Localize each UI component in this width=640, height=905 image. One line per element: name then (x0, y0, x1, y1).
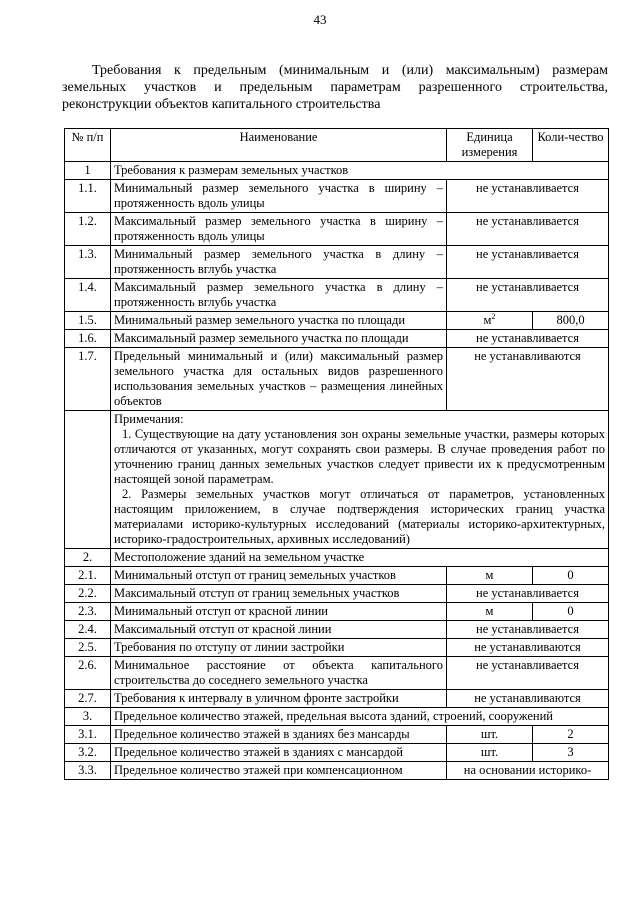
header-unit: Единица измерения (447, 129, 533, 162)
table-row (65, 726, 609, 744)
header-qty: Коли-чество (533, 129, 609, 162)
unit-text: м (485, 568, 494, 582)
unit-text: м (483, 313, 492, 327)
section-title: Местоположение зданий на земельном участке (111, 549, 609, 567)
header-num: № п/п (65, 129, 111, 162)
table-row (65, 180, 609, 213)
row-name: Требования по отступу от линии застройки (111, 639, 447, 657)
section-title: Требования к размерам земельных участков (111, 162, 609, 180)
row-value: не устанавливается (447, 279, 609, 312)
row-value: не устанавливается (447, 246, 609, 279)
notes-item: 2. Размеры земельных участков могут отличаться от параметров, установленных настоящим приложением, в случае подтверждения исторических границ участка материалами историко-культурных исследований (материалы историко-архитектурных, историко-градостроительных, архивных исследований) (114, 487, 605, 546)
row-number: 2.2. (65, 585, 111, 603)
row-value: не устанавливается (447, 585, 609, 603)
notes-title: Примечания: (114, 412, 184, 426)
row-number: 1.6. (65, 330, 111, 348)
row-value: не устанавливаются (447, 690, 609, 708)
row-quantity: 2 (533, 726, 609, 744)
table-row (65, 330, 609, 348)
table-row (65, 657, 609, 690)
row-number: 1.2. (65, 213, 111, 246)
unit-text: шт. (480, 727, 499, 741)
row-name: Предельное количество этажей в зданиях с мансардой (111, 744, 447, 762)
table-row (65, 567, 609, 585)
row-name: Минимальный размер земельного участка в длину – протяженность вглубь участка (111, 246, 447, 279)
row-name: Максимальный отступ от красной линии (111, 621, 447, 639)
row-number: 2.4. (65, 621, 111, 639)
table-row (65, 549, 609, 567)
row-name: Предельное количество этажей при компенсационном (111, 762, 447, 780)
row-name: Максимальный размер земельного участка в длину – протяженность вглубь участка (111, 279, 447, 312)
notes-item: 1. Существующие на дату установления зон охраны земельные участки, размеры которых отличаются от указанных, могут сохранять свои размеры. В случае проведения работ по уточнению границ данных земельных участков следует привести их к предусмотренным настоящей зоной параметрам. (114, 427, 605, 486)
row-name: Предельный минимальный и (или) максимальный размер земельного участка для остальных видов разрешенного использования земельных участков – размещения линейных объектов (111, 348, 447, 411)
table-row (65, 246, 609, 279)
row-number: 2.3. (65, 603, 111, 621)
table-row (65, 279, 609, 312)
table-body (65, 162, 609, 780)
table-row (65, 411, 609, 549)
table-row (65, 348, 609, 411)
table-row (65, 162, 609, 180)
table-row (65, 744, 609, 762)
row-number: 1.5. (65, 312, 111, 330)
table-row (65, 585, 609, 603)
table-row (65, 603, 609, 621)
row-quantity: 0 (533, 603, 609, 621)
row-value: не устанавливается (447, 657, 609, 690)
row-name: Минимальный отступ от красной линии (111, 603, 447, 621)
table-row (65, 708, 609, 726)
row-number: 2.1. (65, 567, 111, 585)
row-number: 2.5. (65, 639, 111, 657)
row-number: 3.2. (65, 744, 111, 762)
row-unit (447, 567, 533, 585)
section-title: Предельное количество этажей, предельная высота зданий, строений, сооружений (111, 708, 609, 726)
document-heading: Требования к предельным (минимальным и (или) максимальным) размерам земельных участков и предельным параметрам разрешенного строительства, реконструкции объектов капитального строительства (62, 63, 608, 112)
table-row (65, 762, 609, 780)
page-number: 43 (313, 12, 327, 27)
unit-text: шт. (480, 745, 499, 759)
row-unit (447, 603, 533, 621)
table-row (65, 690, 609, 708)
notes-cell (111, 411, 609, 549)
row-name: Минимальный отступ от границ земельных участков (111, 567, 447, 585)
row-number: 1 (65, 162, 111, 180)
row-name: Минимальный размер земельного участка в ширину – протяженность вдоль улицы (111, 180, 447, 213)
header-name: Наименование (111, 129, 447, 162)
row-number: 3.1. (65, 726, 111, 744)
row-quantity: 3 (533, 744, 609, 762)
row-value: не устанавливается (447, 213, 609, 246)
row-unit (447, 744, 533, 762)
row-value: не устанавливаются (447, 348, 609, 411)
row-name: Предельное количество этажей в зданиях без мансарды (111, 726, 447, 744)
row-name: Минимальное расстояние от объекта капитального строительства до соседнего земельного участка (111, 657, 447, 690)
unit-text: м (485, 604, 494, 618)
row-number (65, 411, 111, 549)
row-value: не устанавливается (447, 330, 609, 348)
row-number: 3. (65, 708, 111, 726)
row-name: Максимальный отступ от границ земельных участков (111, 585, 447, 603)
row-number: 2.6. (65, 657, 111, 690)
row-value: на основании историко- (447, 762, 609, 780)
table-row (65, 213, 609, 246)
row-number: 2.7. (65, 690, 111, 708)
unit-superscript: 2 (491, 311, 496, 321)
table-header-row (65, 129, 609, 162)
row-unit (447, 312, 533, 330)
row-number: 3.3. (65, 762, 111, 780)
row-quantity: 800,0 (533, 312, 609, 330)
row-name: Максимальный размер земельного участка в ширину – протяженность вдоль улицы (111, 213, 447, 246)
row-value: не устанавливаются (447, 639, 609, 657)
row-number: 1.3. (65, 246, 111, 279)
row-name: Минимальный размер земельного участка по площади (111, 312, 447, 330)
requirements-table (64, 128, 609, 780)
row-name: Требования к интервалу в уличном фронте застройки (111, 690, 447, 708)
row-value: не устанавливается (447, 180, 609, 213)
row-quantity: 0 (533, 567, 609, 585)
table-row (65, 639, 609, 657)
table-row (65, 312, 609, 330)
row-number: 1.1. (65, 180, 111, 213)
row-name: Максимальный размер земельного участка по площади (111, 330, 447, 348)
row-number: 1.4. (65, 279, 111, 312)
row-number: 2. (65, 549, 111, 567)
table-row (65, 621, 609, 639)
row-number: 1.7. (65, 348, 111, 411)
row-value: не устанавливается (447, 621, 609, 639)
row-unit (447, 726, 533, 744)
